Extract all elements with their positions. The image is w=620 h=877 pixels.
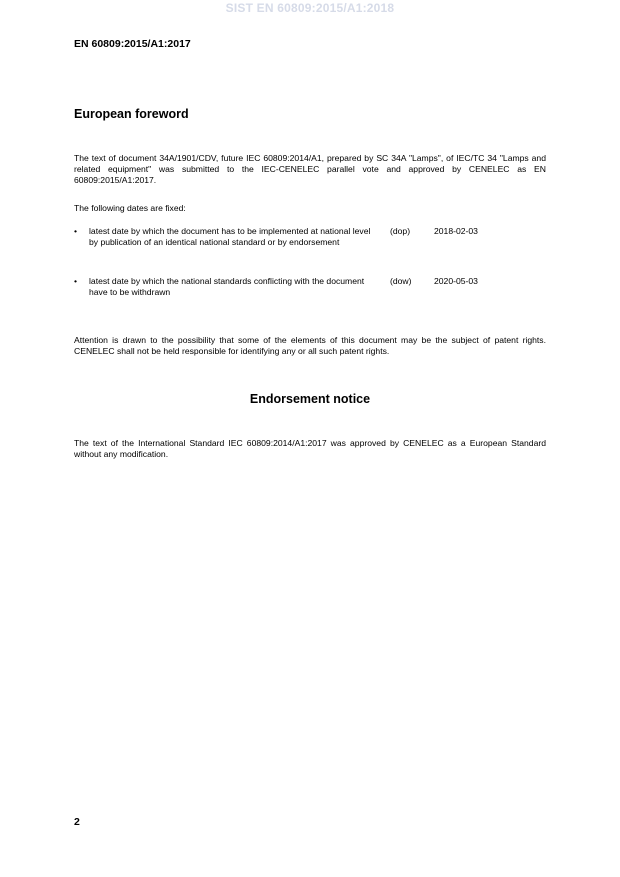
- endorsement-title: Endorsement notice: [249, 392, 371, 406]
- date-item-code: (dop): [390, 226, 411, 236]
- bullet-icon: •: [74, 276, 78, 286]
- watermark: SIST EN 60809:2015/A1:2018: [225, 1, 395, 15]
- document-identifier: EN 60809:2015/A1:2017: [74, 38, 191, 50]
- dates-intro: The following dates are fixed:: [74, 203, 186, 213]
- bullet-icon: •: [74, 226, 78, 236]
- foreword-intro-paragraph: The text of document 34A/1901/CDV, future IEC 60809:2014/A1, prepared by SC 34A "Lamps", of IEC/TC 34 "Lamps and related equipment" was submitted to the IEC-CENELEC parallel vote and approved by CENELEC as EN 60809:2015/A1:2017.: [74, 153, 546, 185]
- date-item-date: 2020-05-03: [434, 276, 478, 286]
- attention-paragraph: Attention is drawn to the possibility that some of the elements of this document may be the subject of patent rights. CENELEC shall not be held responsible for identifying any or all such patent rights.: [74, 335, 546, 356]
- date-item-text: latest date by which the document has to be implemented at national level by publication of an identical national standard or by endorsement: [89, 226, 371, 247]
- foreword-title: European foreword: [74, 107, 189, 121]
- date-item-date: 2018-02-03: [434, 226, 478, 236]
- date-item-code: (dow): [390, 276, 412, 286]
- date-item-text: latest date by which the national standards conflicting with the document have to be withdrawn: [89, 276, 365, 297]
- endorsement-paragraph: The text of the International Standard IEC 60809:2014/A1:2017 was approved by CENELEC as a European Standard without any modification.: [74, 438, 546, 459]
- page-number: 2: [74, 816, 80, 828]
